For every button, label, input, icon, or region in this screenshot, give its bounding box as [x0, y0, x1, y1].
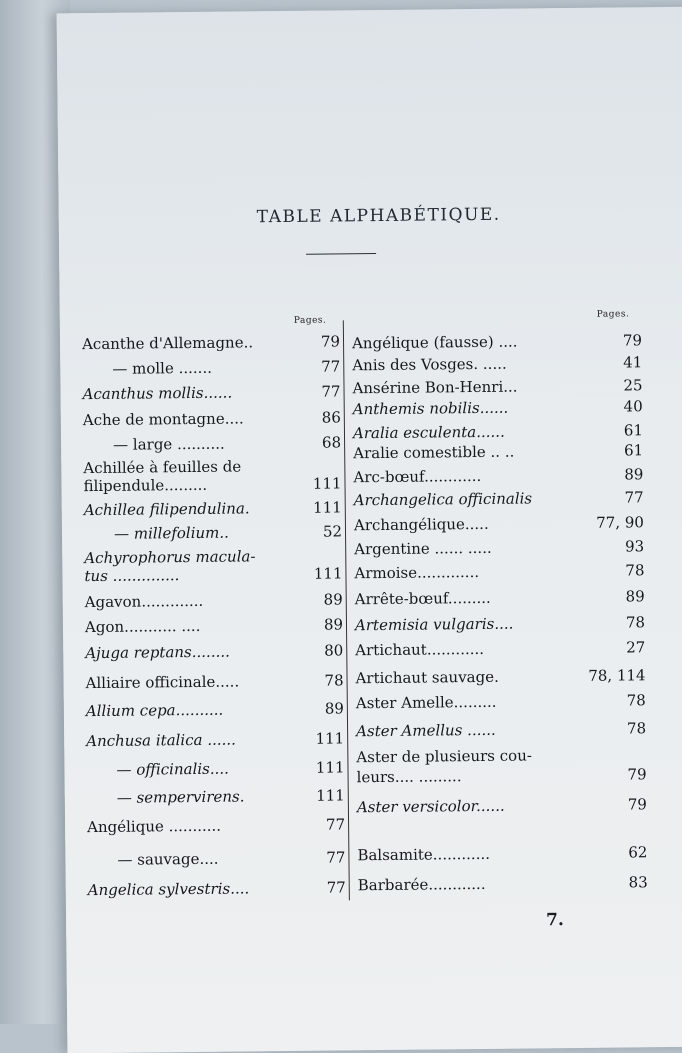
- index-entry: [84, 590, 343, 612]
- entry-page: 77: [321, 382, 341, 401]
- index-entry: [355, 666, 646, 688]
- entry-name: — large ..........: [112, 434, 225, 454]
- index-entry: [83, 433, 342, 454]
- index-entry: [352, 353, 643, 375]
- entry-name: Aralie comestible .. ..: [353, 442, 515, 463]
- entry-name: Barbarée............: [357, 874, 486, 895]
- index-entry: [87, 786, 345, 807]
- index-entry: [85, 699, 344, 721]
- entry-name: filipendule.........: [83, 475, 208, 496]
- entry-name: Archangélique.....: [353, 514, 489, 535]
- entry-page: 78: [626, 691, 646, 710]
- index-entry: [351, 331, 643, 353]
- entry-page: 89: [624, 465, 644, 484]
- entry-name: Ajuga reptans........: [85, 642, 230, 663]
- index-entry: [352, 376, 643, 398]
- entry-page: 25: [623, 376, 643, 395]
- entry-page: 111: [315, 729, 345, 748]
- entry-name: Aster versicolor......: [356, 796, 505, 817]
- entry-page: 89: [324, 699, 344, 718]
- entry-page: 79: [627, 795, 647, 814]
- entry-name: Aralia esculenta......: [352, 422, 505, 443]
- index-entry: [356, 719, 647, 741]
- column-separator: [343, 320, 350, 900]
- index-entry: [353, 488, 644, 510]
- entry-page: 40: [623, 397, 643, 416]
- entry-name: Ansérine Bon-Henri...: [352, 377, 518, 398]
- index-entry: [354, 561, 645, 583]
- index-entry: [353, 513, 645, 535]
- entry-page: 89: [323, 615, 344, 634]
- entry-name: Balsamite............: [357, 844, 491, 865]
- page-number: 7.: [545, 910, 564, 931]
- index-entry: [354, 613, 646, 635]
- entry-page: 62: [628, 843, 648, 862]
- index-entry: [354, 537, 645, 559]
- entry-name: Allium cepa..........: [85, 700, 224, 721]
- entry-name: Acanthus mollis......: [82, 383, 233, 404]
- index-entry: [87, 848, 346, 869]
- entry-page: 86: [321, 408, 341, 427]
- entry-page: 78: [324, 671, 344, 690]
- index-entry: [355, 638, 646, 660]
- entry-name: Armoise.............: [354, 562, 480, 583]
- entry-page: 79: [320, 332, 341, 351]
- entry-name: Angélique ...........: [87, 816, 222, 837]
- entry-name: Arrête-bœuf.........: [354, 588, 491, 609]
- index-entry: [83, 498, 342, 520]
- entry-page: 61: [623, 441, 644, 460]
- entry-name: Angelica sylvestris....: [87, 879, 250, 900]
- index-entry: [352, 421, 644, 443]
- index-entry: [86, 729, 345, 751]
- entry-name: Ache de montagne....: [82, 409, 244, 430]
- index-entry: [82, 382, 341, 404]
- entry-page: 111: [313, 564, 343, 583]
- entry-page: 80: [324, 641, 344, 660]
- entry-name: Achillea filipendulina.: [83, 499, 250, 520]
- entry-name: — sauvage....: [117, 849, 219, 869]
- entry-page: 27: [626, 638, 646, 657]
- index-entry: [81, 332, 341, 354]
- entry-name: Artichaut............: [355, 639, 485, 660]
- entry-page: 78: [625, 561, 645, 580]
- index-entry: [352, 397, 643, 419]
- index-entry: [82, 357, 341, 378]
- index-entry: [85, 641, 344, 663]
- page-title: TABLE ALPHABÉTIQUE.: [256, 204, 501, 228]
- entry-name: Artichaut sauvage.: [355, 667, 499, 688]
- index-entry: [84, 522, 343, 543]
- index-entry: [82, 408, 341, 430]
- entry-name: Arc-bœuf............: [353, 466, 482, 487]
- entry-name: Achyrophorus macula-: [84, 547, 256, 568]
- entry-page: 111: [315, 758, 345, 777]
- index-column-left: [79, 10, 346, 900]
- book-page: [57, 7, 682, 1053]
- entry-page: 77, 90: [596, 513, 645, 532]
- entry-page: 83: [628, 873, 648, 892]
- entry-name: Achillée à feuilles de: [83, 457, 242, 478]
- entry-name: Anchusa italica ......: [86, 730, 236, 751]
- entry-name: Archangelica officinalis: [353, 489, 533, 510]
- index-entry: [356, 795, 647, 817]
- index-entry: [87, 815, 346, 837]
- entry-page: 78: [625, 613, 646, 632]
- index-entry: [84, 615, 344, 637]
- index-entry: [353, 465, 644, 487]
- index-entry: [354, 587, 645, 609]
- index-entry: [83, 456, 341, 478]
- entry-name: Aster Amellus ......: [356, 720, 496, 741]
- entry-page: 79: [622, 331, 643, 350]
- index-entry: [85, 671, 344, 693]
- entry-page: 77: [326, 878, 346, 897]
- index-entry: [86, 758, 345, 779]
- entry-page: 41: [623, 353, 643, 372]
- entry-name: Angélique (fausse) ....: [351, 332, 518, 353]
- index-entry: [87, 878, 346, 900]
- entry-page: 78: [626, 719, 647, 738]
- pages-header-right: Pages.: [596, 309, 630, 320]
- entry-page: 111: [313, 498, 342, 517]
- entry-page: 77: [325, 815, 346, 834]
- index-entry: [357, 843, 648, 865]
- entry-name: Agavon.............: [84, 591, 204, 612]
- entry-name: Alliaire officinale.....: [85, 672, 240, 693]
- index-entry: [357, 873, 648, 895]
- entry-page: 77: [624, 488, 644, 507]
- entry-page: 79: [627, 765, 647, 784]
- entry-name: Agon........... ....: [84, 616, 201, 637]
- entry-name: Artemisia vulgaris....: [354, 614, 514, 635]
- entry-page: 89: [323, 590, 343, 609]
- entry-page: 89: [625, 587, 645, 606]
- entry-page: 111: [312, 474, 342, 493]
- entry-page: 77: [321, 357, 341, 376]
- entry-name: — sempervirens.: [116, 787, 245, 807]
- entry-name: Anis des Vosges. .....: [352, 354, 507, 375]
- entry-name: Aster Amelle.........: [355, 692, 497, 713]
- index-entry: [355, 691, 646, 713]
- entry-name: — officinalis....: [116, 759, 229, 779]
- entry-name: — millefolium..: [113, 523, 229, 543]
- entry-name: Aster de plusieurs cou-: [356, 746, 532, 767]
- entry-page: 68: [321, 433, 342, 452]
- entry-page: 61: [623, 421, 644, 440]
- entry-name: tus ..............: [84, 566, 180, 586]
- index-entry: [84, 546, 342, 568]
- entry-name: Acanthe d'Allemagne..: [81, 333, 254, 354]
- index-entry: [356, 745, 646, 767]
- entry-name: Anthemis nobilis......: [352, 398, 509, 419]
- entry-name: — molle .......: [112, 358, 213, 378]
- entry-page: 52: [322, 522, 343, 541]
- title-rule: [306, 253, 376, 255]
- pages-header-left: Pages.: [293, 315, 327, 326]
- entry-page: 93: [624, 537, 645, 556]
- entry-name: Argentine ...... .....: [354, 538, 492, 559]
- entry-page: 111: [316, 786, 345, 805]
- entry-name: leurs.... .........: [356, 767, 462, 787]
- entry-page: 78, 114: [588, 666, 646, 685]
- entry-page: 77: [326, 848, 346, 867]
